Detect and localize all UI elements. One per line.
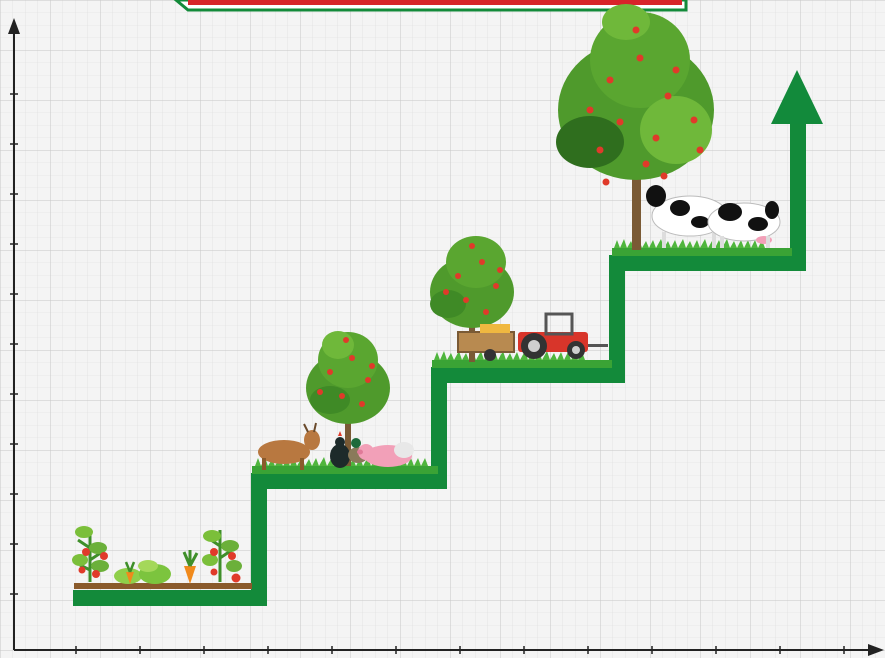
top-banner: [176, 0, 686, 10]
